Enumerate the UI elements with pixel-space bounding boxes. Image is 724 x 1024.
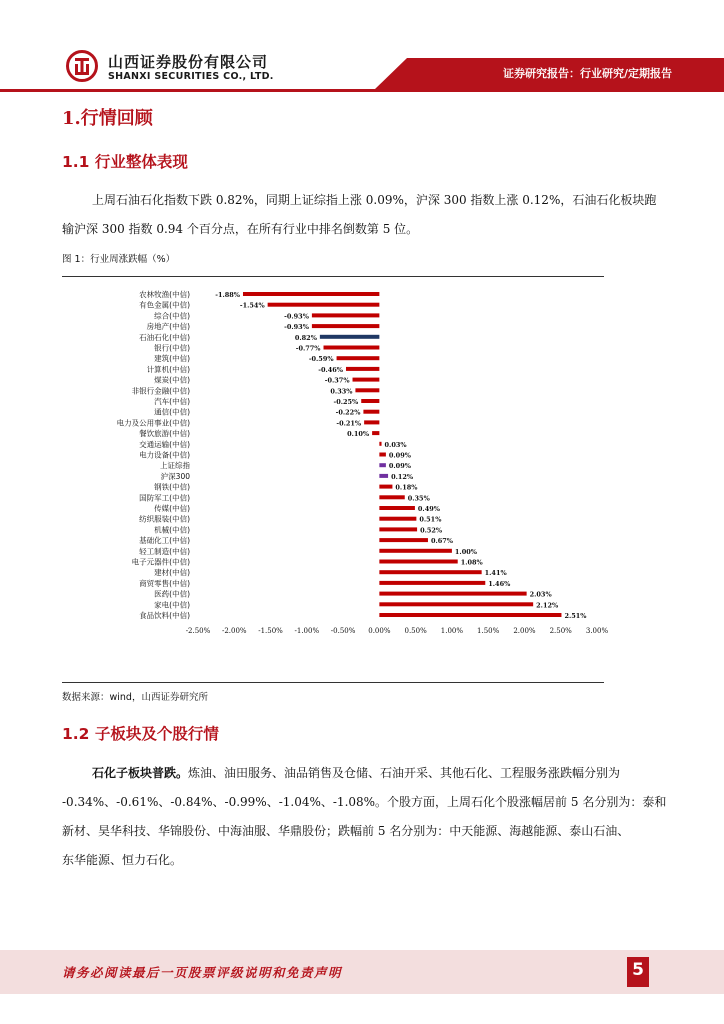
chart-bar (268, 303, 380, 307)
chart-data-label: 2.12% (536, 601, 559, 610)
chart-data-label: -0.77% (295, 344, 321, 353)
chart-data-label: 0.35% (407, 494, 430, 503)
chart-x-tick-label: 3.00% (585, 627, 609, 635)
chart-category-label: 上证综指 (160, 461, 190, 471)
chart-data-label: -0.37% (324, 376, 350, 385)
chart-category-label: 汽车(中信) (154, 397, 190, 406)
chart-bar (355, 388, 379, 392)
chart-category-label: 传媒(中信) (154, 504, 190, 513)
paragraph-line (92, 759, 620, 789)
shanxi-securities-logo-icon (66, 50, 98, 82)
chart-category-label: 银行(中信) (154, 343, 190, 353)
paragraph-lead: 石化子板块普跌。 (92, 766, 189, 780)
chart-x-tick-label: -1.50% (258, 627, 283, 635)
company-name-cn: 山西证券股份有限公司 (108, 53, 269, 71)
chart-bar (364, 420, 379, 424)
report-type-label: 证券研究报告：行业研究/定期报告 (502, 67, 672, 80)
section-title-1: 1.行情回顾 (62, 108, 153, 129)
chart-category-label: 电力及公用事业(中信) (116, 418, 190, 428)
chart-bar (320, 335, 379, 339)
chart-bar (372, 431, 379, 435)
chart-data-label: 0.51% (419, 515, 442, 524)
paragraph-text: 炼油、油田服务、油品销售及仓储、石油开采、其他石化、工程服务涨跌幅分别为 (188, 766, 621, 780)
chart-category-label: 商贸零售(中信) (139, 578, 190, 588)
chart-bar (337, 356, 380, 360)
chart-category-label: 机械(中信) (154, 525, 190, 535)
chart-category-label: 医药(中信) (154, 589, 190, 599)
chart-data-label: 0.12% (391, 472, 414, 481)
chart-data-label: 0.67% (430, 537, 453, 546)
chart-data-label: -0.93% (284, 323, 309, 332)
chart-bar (363, 410, 379, 414)
chart-data-label: -0.59% (308, 355, 334, 364)
chart-category-label: 建筑(中信) (154, 354, 190, 364)
chart-data-label: 1.46% (488, 579, 511, 588)
chart-data-label: -0.93% (284, 312, 309, 321)
chart-bar (379, 581, 485, 585)
paragraph-line: 东华能源、恒力石化。 (62, 853, 183, 867)
header-divider (0, 89, 724, 92)
chart-bar (379, 463, 386, 467)
chart-category-label: 钢铁(中信) (154, 482, 190, 492)
chart-bar (379, 549, 452, 553)
disclaimer-text: 请务必阅读最后一页股票评级说明和免责声明 (62, 965, 343, 980)
chart-data-label: 0.09% (388, 462, 411, 471)
chart-category-label: 通信(中信) (154, 407, 190, 417)
chart-x-tick-label: -1.00% (294, 627, 320, 635)
chart-bar (379, 560, 457, 564)
chart-category-label: 石油石化(中信) (139, 332, 190, 342)
paragraph-line: -0.34%、-0.61%、-0.84%、-0.99%、-1.04%、-1.08%。个股方面，上周石化个股涨幅居前 5 名分别为：泰和 (62, 795, 667, 809)
chart-data-label: -0.21% (336, 419, 362, 428)
chart-bar (379, 474, 388, 478)
chart-bar (379, 527, 417, 531)
paragraph-line: 输沪深 300 指数 0.94 个百分点，在所有行业中排名倒数第 5 位。 (62, 222, 419, 236)
chart-category-label: 农林牧渔(中信) (139, 290, 190, 299)
chart-data-label: 0.52% (420, 526, 443, 535)
chart-category-label: 国防军工(中信) (139, 493, 190, 503)
chart-bar (379, 602, 533, 606)
page-header (0, 0, 724, 100)
industry-weekly-change-chart (62, 280, 609, 660)
chart-bar (379, 485, 392, 489)
chart-category-label: 电力设备(中信) (139, 450, 190, 460)
chart-bar (346, 367, 379, 371)
chart-data-label: 0.33% (330, 387, 353, 396)
chart-x-tick-label: 0.00% (368, 627, 391, 635)
chart-category-label: 轻工制造(中信) (139, 546, 190, 556)
chart-category-label: 食品饮料(中信) (139, 611, 190, 620)
figure-bottom-rule (62, 682, 604, 683)
chart-data-label: 2.03% (529, 590, 552, 599)
chart-category-label: 交通运输(中信) (139, 439, 190, 449)
chart-category-label: 计算机(中信) (146, 364, 190, 374)
chart-category-label: 非银行金融(中信) (131, 386, 190, 396)
chart-bar (379, 613, 561, 617)
chart-category-label: 建材(中信) (154, 568, 190, 578)
chart-bar (379, 506, 415, 510)
chart-x-tick-label: 2.50% (549, 627, 572, 635)
chart-data-label: -1.88% (215, 291, 240, 299)
chart-category-label: 房地产(中信) (146, 322, 190, 332)
chart-x-tick-label: -2.50% (185, 627, 211, 635)
figure-source: 数据来源：wind，山西证券研究所 (62, 692, 208, 703)
chart-bar (324, 346, 380, 350)
chart-x-tick-label: -0.50% (330, 627, 356, 635)
chart-bar (379, 570, 481, 574)
chart-x-tick-label: -2.00% (221, 627, 247, 635)
chart-bar (379, 442, 381, 446)
chart-category-label: 纺织服装(中信) (139, 514, 190, 524)
chart-data-label: -1.54% (239, 301, 265, 310)
chart-x-tick-label: 1.00% (440, 627, 464, 635)
chart-bar (312, 324, 379, 328)
section-title-1-2: 1.2 子板块及个股行情 (62, 725, 219, 743)
figure-caption: 图 1：行业周涨跌幅（%） (62, 254, 176, 265)
chart-bar (243, 292, 379, 296)
chart-category-label: 煤炭(中信) (154, 375, 190, 385)
page-number: 5 (632, 960, 644, 980)
chart-category-label: 基础化工(中信) (139, 536, 190, 546)
chart-bar (379, 592, 526, 596)
chart-data-label: 1.41% (484, 569, 507, 578)
chart-bar (353, 378, 380, 382)
chart-category-label: 电子元器件(中信) (131, 557, 190, 567)
chart-data-label: 0.49% (417, 505, 440, 513)
figure-top-rule (62, 276, 604, 277)
section-title-1-1: 1.1 行业整体表现 (62, 153, 188, 171)
paragraph-line: 上周石油石化指数下跌 0.82%，同期上证综指上涨 0.09%，沪深 300 指数上涨 0.12%，石油石化板块跑 (92, 193, 657, 207)
chart-category-label: 沪深300 (160, 471, 190, 481)
chart-data-label: 1.00% (454, 547, 477, 556)
chart-bar (379, 495, 404, 499)
chart-category-label: 有色金属(中信) (139, 300, 190, 310)
chart-x-tick-label: 1.50% (477, 627, 500, 635)
chart-x-tick-label: 0.50% (404, 627, 427, 635)
chart-category-label: 餐饮旅游(中信) (139, 429, 190, 439)
chart-data-label: 0.09% (388, 451, 411, 460)
chart-data-label: 0.18% (395, 483, 418, 492)
chart-data-label: 2.51% (564, 612, 587, 620)
chart-data-label: 0.82% (294, 333, 317, 342)
chart-bar (361, 399, 379, 403)
paragraph-line: 新材、昊华科技、华锦股份、中海油服、华鼎股份；跌幅前 5 名分别为：中天能源、海越能源、泰山石油、 (62, 824, 630, 838)
chart-category-label: 综合(中信) (154, 311, 190, 321)
chart-bar (379, 517, 416, 521)
chart-data-label: -0.46% (318, 365, 343, 374)
chart-bar (379, 453, 386, 457)
chart-x-tick-label: 2.00% (513, 627, 536, 635)
chart-bar (312, 313, 379, 317)
company-name-en: SHANXI SECURITIES CO., LTD. (108, 71, 274, 82)
chart-data-label: 0.10% (347, 430, 370, 439)
chart-data-label: 0.03% (384, 440, 407, 449)
chart-data-label: -0.25% (333, 398, 359, 406)
chart-data-label: 1.08% (460, 558, 483, 567)
chart-category-label: 家电(中信) (154, 600, 190, 610)
chart-data-label: -0.22% (335, 408, 361, 417)
chart-bar (379, 538, 428, 542)
